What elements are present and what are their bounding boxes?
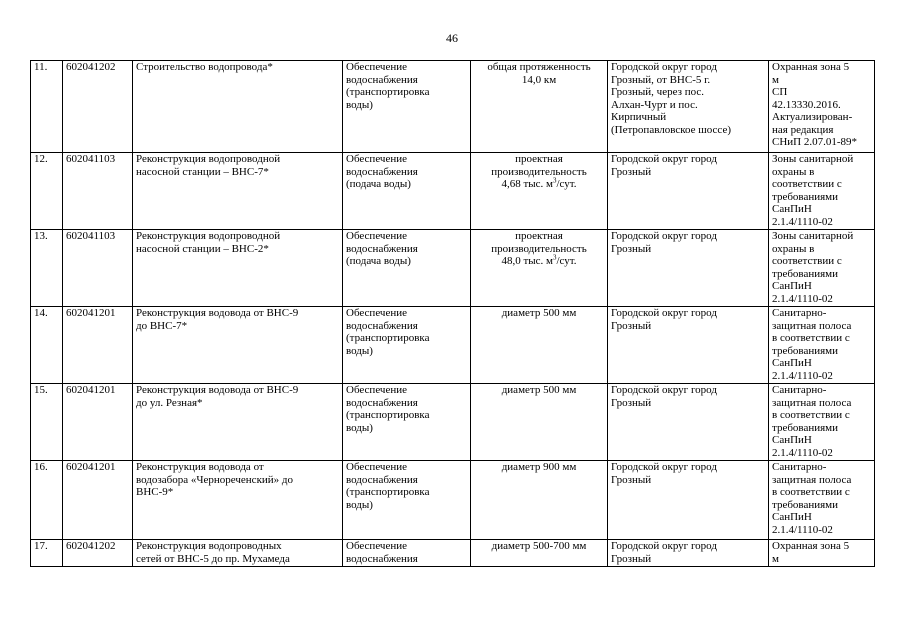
row-purpose: Обеспечение водоснабжения (транспортировка воды) — [343, 384, 471, 461]
row-zone: Санитарно- защитная полоса в соответствии с требованиями СанПиН 2.1.4/1110-02 — [769, 307, 875, 384]
row-parameter: диаметр 500 мм — [471, 307, 608, 384]
row-purpose: Обеспечение водоснабжения (подача воды) — [343, 153, 471, 230]
row-code: 602041201 — [63, 307, 133, 384]
row-zone: Санитарно- защитная полоса в соответствии с требованиями СанПиН 2.1.4/1110-02 — [769, 461, 875, 540]
row-parameter: диаметр 500-700 мм — [471, 540, 608, 567]
row-location: Городской округ город Грозный — [608, 461, 769, 540]
row-location: Городской округ город Грозный — [608, 384, 769, 461]
objects-table — [30, 60, 875, 567]
row-purpose: Обеспечение водоснабжения (транспортировка воды) — [343, 61, 471, 153]
row-name: Реконструкция водовода от ВНС-9 до ВНС-7* — [133, 307, 343, 384]
table-row — [31, 461, 875, 540]
row-purpose: Обеспечение водоснабжения (транспортировка воды) — [343, 307, 471, 384]
row-purpose: Обеспечение водоснабжения (транспортировка воды) — [343, 461, 471, 540]
row-location: Городской округ город Грозный — [608, 540, 769, 567]
row-code: 602041201 — [63, 461, 133, 540]
row-code: 602041103 — [63, 153, 133, 230]
row-location: Городской округ город Грозный — [608, 230, 769, 307]
row-code: 602041202 — [63, 540, 133, 567]
row-number: 11. — [31, 61, 63, 153]
row-number: 16. — [31, 461, 63, 540]
row-parameter: диаметр 500 мм — [471, 384, 608, 461]
row-number: 15. — [31, 384, 63, 461]
row-code: 602041103 — [63, 230, 133, 307]
row-number: 17. — [31, 540, 63, 567]
row-location: Городской округ город Грозный, от ВНС-5 г. Грозный, через пос. Алхан-Чурт и пос. Кирпичный (Петропавловское шоссе) — [608, 61, 769, 153]
page-number: 46 — [446, 31, 458, 45]
row-code: 602041202 — [63, 61, 133, 153]
row-name: Реконструкция водопроводных сетей от ВНС-5 до пр. Мухамеда — [133, 540, 343, 567]
row-parameter: диаметр 900 мм — [471, 461, 608, 540]
row-number: 12. — [31, 153, 63, 230]
row-number: 13. — [31, 230, 63, 307]
row-location: Городской округ город Грозный — [608, 153, 769, 230]
row-zone: Зоны санитарной охраны в соответствии с требованиями СанПиН 2.1.4/1110-02 — [769, 230, 875, 307]
row-purpose: Обеспечение водоснабжения (подача воды) — [343, 230, 471, 307]
row-name: Реконструкция водопроводной насосной станции – ВНС-2* — [133, 230, 343, 307]
table-row — [31, 153, 875, 230]
row-zone: Охранная зона 5 м — [769, 540, 875, 567]
table-row — [31, 307, 875, 384]
row-name: Реконструкция водопроводной насосной станции – ВНС-7* — [133, 153, 343, 230]
table-row — [31, 61, 875, 153]
row-code: 602041201 — [63, 384, 133, 461]
row-number: 14. — [31, 307, 63, 384]
row-location: Городской округ город Грозный — [608, 307, 769, 384]
row-zone: Санитарно- защитная полоса в соответствии с требованиями СанПиН 2.1.4/1110-02 — [769, 384, 875, 461]
row-zone: Охранная зона 5 м СП 42.13330.2016. Актуализирован- ная редакция СНиП 2.07.01-89* — [769, 61, 875, 153]
row-purpose: Обеспечение водоснабжения — [343, 540, 471, 567]
row-zone: Зоны санитарной охраны в соответствии с требованиями СанПиН 2.1.4/1110-02 — [769, 153, 875, 230]
row-name: Строительство водопровода* — [133, 61, 343, 153]
row-name: Реконструкция водовода от ВНС-9 до ул. Резная* — [133, 384, 343, 461]
row-parameter: проектная производительность 4,68 тыс. $м^3$/сут. — [471, 153, 608, 230]
row-parameter: проектная производительность 48,0 тыс. $м^3$/сут. — [471, 230, 608, 307]
row-parameter: общая протяженность 14,0 км — [471, 61, 608, 153]
row-name: Реконструкция водовода от водозабора «Чернореченский» до ВНС-9* — [133, 461, 343, 540]
table-row — [31, 384, 875, 461]
table-row — [31, 230, 875, 307]
table-row — [31, 540, 875, 567]
